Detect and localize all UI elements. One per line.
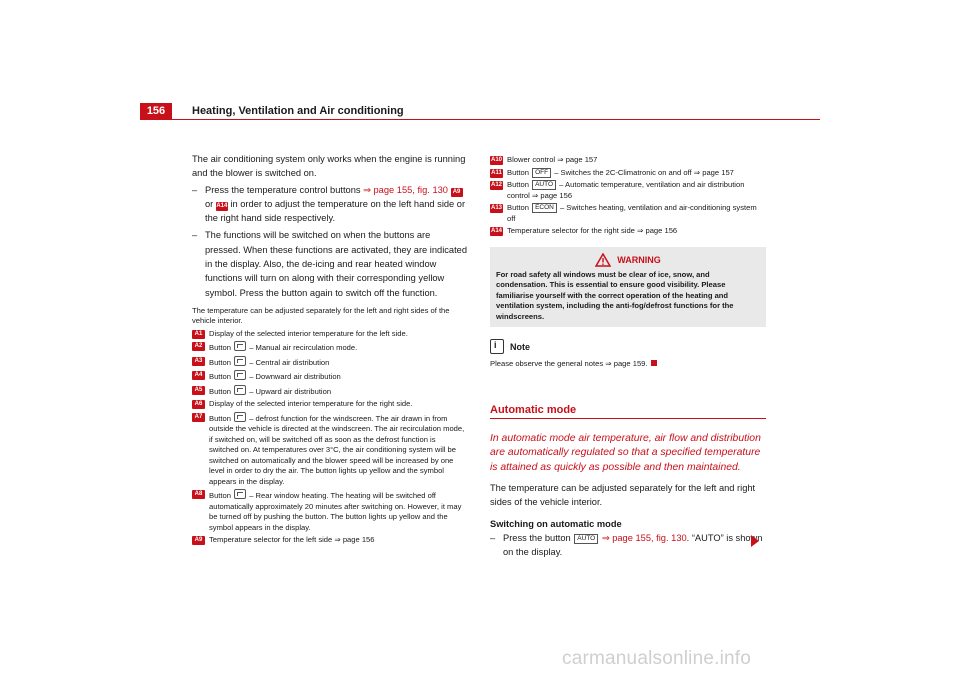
auto-paragraph: The temperature can be adjusted separately for the left and right sides of the vehicle interior. — [490, 483, 756, 508]
legend-text: – Switches heating, ventilation and air-conditioning system off — [507, 203, 757, 223]
legend-item — [192, 370, 467, 383]
legend-text: – Downward air distribution — [247, 372, 341, 382]
step-text: or — [205, 198, 216, 209]
header-rule — [172, 119, 820, 120]
legend-item — [490, 168, 766, 179]
callout-badge: A4 — [192, 371, 205, 380]
right-legend-list — [490, 155, 766, 237]
legend-text: Blower control ⇒ page 157 — [507, 155, 598, 164]
callout-badge: A7 — [192, 413, 205, 422]
legend-item — [192, 489, 467, 533]
watermark: carmanualsonline.info — [562, 648, 752, 669]
legend-text: – Upward air distribution — [247, 386, 332, 396]
legend-text: Button — [507, 167, 532, 177]
legend-item — [192, 329, 467, 340]
button-label: OFF — [532, 168, 551, 178]
subheading: Switching on automatic mode — [490, 518, 622, 529]
intro-paragraph: The air conditioning system only works when the engine is running and the blower is switched on. — [192, 154, 466, 179]
callout-badge: A6 — [192, 400, 205, 409]
section-title: Automatic mode — [490, 403, 577, 416]
left-column — [192, 152, 467, 546]
legend-text: Button — [209, 491, 234, 501]
legend-text: – Manual air recirculation mode. — [247, 343, 358, 353]
callout-badge: A10 — [490, 157, 502, 163]
step-text: in order to adjust the temperature on the left hand side or the right hand side respectively. — [205, 198, 466, 224]
legend-text: – defrost function for the windscreen. The air drawn in from outside the vehicle is directed at the windscreen. The air recirculation mode, if switched on, will be switched off as soon as the defrost function is switched on. At temperatures over 3°C, the air conditioning system will be switched on automatically and the blower speed will be increased by one level in order to dry the air. The button lights up yellow and the symbol appears in the display. — [209, 413, 465, 486]
legend-text: Display of the selected interior temperature for the right side. — [209, 399, 413, 409]
button-symbol-icon — [234, 370, 246, 380]
warning-title: WARNING — [617, 254, 661, 265]
step-temperature-buttons: – Press the temperature control buttons ⇒ page 155, fig. 130 A9 or A14 in order to adjust the temperature on the left hand side or the right hand side respectively. — [192, 184, 466, 224]
button-symbol-icon — [234, 412, 246, 422]
legend-item — [192, 399, 467, 410]
callout-badge: A12 — [490, 182, 502, 188]
legend-item — [192, 385, 467, 398]
legend-item — [192, 412, 467, 488]
callout-badge: A11 — [491, 169, 502, 176]
legend-item — [192, 356, 467, 369]
callout-badge: A8 — [192, 490, 205, 499]
page-reference-link[interactable]: ⇒ page 155, fig. 130 — [363, 184, 448, 195]
button-label: AUTO — [532, 180, 556, 190]
running-header-title: Heating, Ventilation and Air conditioning — [192, 105, 404, 117]
legend-text: Temperature selector for the left side ⇒ page 156 — [209, 535, 375, 545]
warning-box — [490, 247, 766, 328]
legend-item — [192, 341, 467, 354]
section-rule — [490, 418, 766, 419]
callout-badge: A9 — [451, 188, 463, 197]
end-of-section-marker — [651, 360, 657, 366]
note-title: Note — [510, 341, 530, 352]
step-auto-button: – Press the button AUTO ⇒ page 155, fig. 130. “AUTO” is shown on the display. — [490, 532, 763, 557]
callout-badge: A5 — [192, 386, 205, 395]
callout-badge: A14 — [216, 202, 228, 209]
step-text: . “AUTO” is shown on the display. — [503, 532, 763, 557]
warning-triangle-icon — [595, 253, 611, 267]
note-text: Please observe the general notes ⇒ page 159. — [490, 359, 766, 370]
warning-text: For road safety all windows must be clear of ice, snow, and condensation. This is essential to ensure good visibility. Please familiarise yourself with the correct operation of the heating and ventilation system, including the anti-fog/defrost functions for the windscreens. — [496, 269, 734, 321]
legend-text: Button — [209, 343, 234, 353]
step-text: Press the temperature control buttons — [205, 184, 364, 195]
legend-text: – Central air distribution — [247, 357, 330, 367]
callout-badge: A14 — [490, 228, 502, 234]
legend-text: – Automatic temperature, ventilation and air distribution control ⇒ page 156 — [507, 180, 745, 200]
legend-text: Button — [507, 203, 532, 212]
step-text: Press the button — [503, 532, 574, 543]
legend-text: Display of the selected interior temperature for the left side. — [209, 328, 408, 338]
legend-item — [490, 226, 766, 237]
callout-badge: A13 — [490, 205, 502, 211]
auto-button-label: AUTO — [574, 534, 598, 544]
callout-badge: A1 — [192, 330, 205, 339]
legend-text: Button — [209, 372, 234, 382]
button-symbol-icon — [234, 341, 246, 351]
next-page-arrow-icon[interactable] — [751, 535, 759, 547]
button-symbol-icon — [234, 356, 246, 366]
right-column — [490, 153, 766, 559]
legend-item — [490, 203, 766, 224]
page-number: 156 — [140, 103, 172, 120]
callout-badge: A9 — [192, 536, 205, 545]
legend-item — [490, 155, 766, 166]
legend-item — [490, 180, 766, 201]
legend-item — [192, 535, 467, 546]
button-symbol-icon — [234, 385, 246, 395]
note-icon — [490, 339, 504, 354]
left-legend-list — [192, 329, 467, 546]
note-header — [490, 339, 766, 354]
legend-text: Button — [209, 357, 234, 367]
legend-text: Button — [507, 180, 532, 189]
step-text: The functions will be switched on when the buttons are pressed. When these functions are activated, they are indicated in the display. Also, the de-icing and rear heated window functions will turn on along with their corresponding yellow symbol. Press the button again to switch off the function. — [205, 230, 468, 298]
callout-badge: A3 — [192, 357, 205, 366]
callout-badge: A2 — [192, 342, 205, 351]
button-label: ECON — [532, 203, 557, 213]
legend-text: Temperature selector for the right side ⇒ page 156 — [507, 226, 678, 235]
page-reference-link[interactable]: ⇒ page 155, fig. 130 — [601, 532, 687, 543]
section-intro: In automatic mode air temperature, air flow and distribution are automatically regulated so that a specified temperature is attained as quickly as possible and then maintained. — [490, 432, 761, 473]
legend-text: Button — [209, 386, 234, 396]
legend-intro: The temperature can be adjusted separately for the left and right sides of the vehicle interior. — [192, 305, 450, 326]
legend-text: – Switches the 2C-Climatronic on and off ⇒ page 157 — [552, 167, 734, 177]
legend-text: – Rear window heating. The heating will be switched off automatically approximately 20 minutes after switching on. However, it may be turned off by pushing the button. The button lights up yellow and the symbol appears in the display. — [209, 491, 462, 532]
step-function-buttons: – The functions will be switched on when the buttons are pressed. When these functions are activated, they are indicated in the display. Also, the de-icing and rear heated window functions will turn on along with their corresponding yellow symbol. Press the button again to switch off the function. — [192, 228, 467, 299]
warning-header — [496, 253, 760, 267]
button-symbol-icon — [234, 489, 246, 499]
legend-text: Button — [209, 413, 234, 423]
